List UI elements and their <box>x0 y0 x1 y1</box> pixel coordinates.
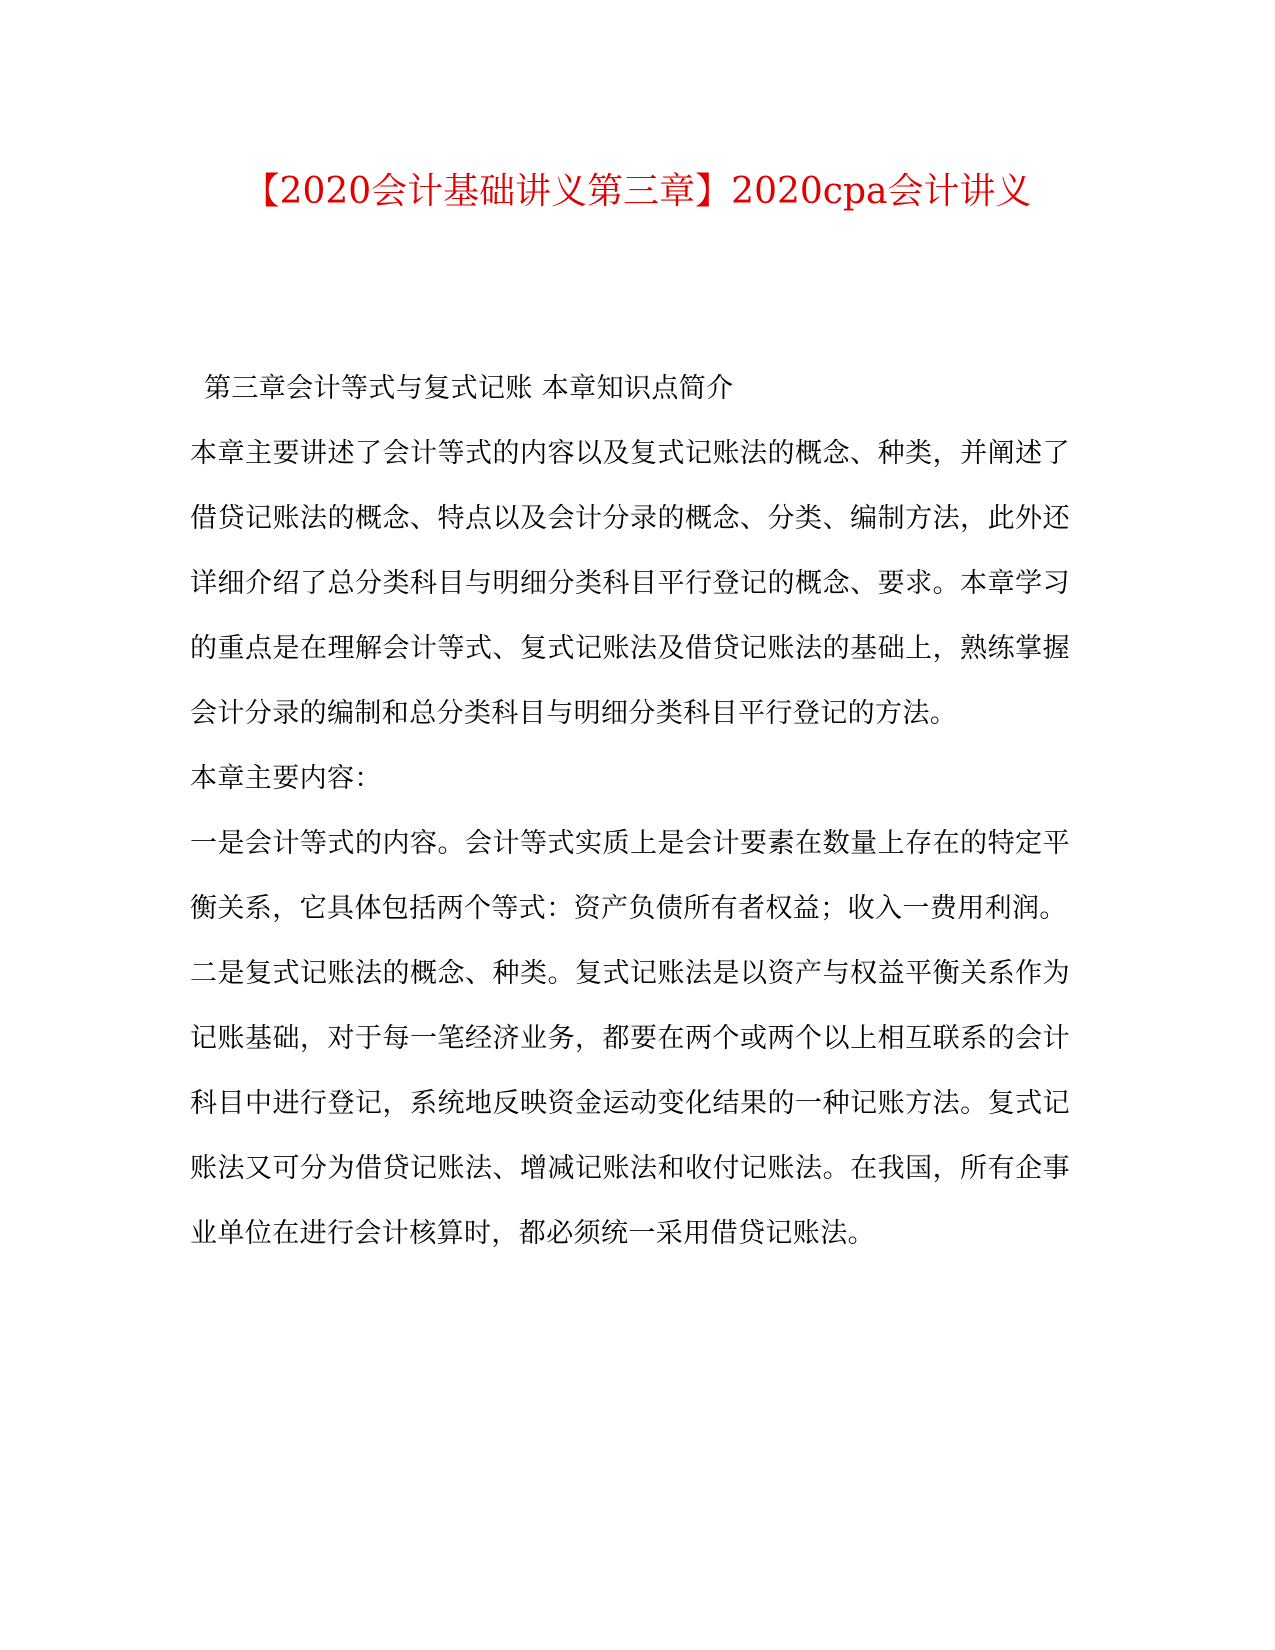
document-title: 【2020会计基础讲义第三章】2020cpa会计讲义 <box>243 171 1032 212</box>
main-content-label: 本章主要内容： <box>190 763 382 794</box>
chapter-intro-heading: 第三章会计等式与复式记账 本章知识点简介 <box>204 373 734 404</box>
chapter-summary-paragraph: 本章主要讲述了会计等式的内容以及复式记账法的概念、种类，并阐述了借贷记账法的概念、特点以及会计分录的概念、分类、编制方法，此外还详细介绍了总分类科目与明细分类科目平行登记的概念、要求。本章学习的重点是在理解会计等式、复式记账法及借贷记账法的基础上，熟练掌握会计分录的编制和总分类科目与明细分类科目平行登记的方法。 <box>190 438 1070 729</box>
accounting-equation-paragraph: 一是会计等式的内容。会计等式实质上是会计要素在数量上存在的特定平衡关系，它具体包括两个等式：资产负债所有者权益；收入一费用利润。 <box>190 828 1070 924</box>
double-entry-paragraph: 二是复式记账法的概念、种类。复式记账法是以资产与权益平衡关系作为记账基础，对于每一笔经济业务，都要在两个或两个以上相互联系的会计科目中进行登记，系统地反映资金运动变化结果的一种记账方法。复式记账法又可分为借贷记账法、增减记账法和收付记账法。在我国，所有企事业单位在进行会计核算时，都必须统一采用借贷记账法。 <box>190 958 1070 1249</box>
document-body <box>190 356 1070 1266</box>
